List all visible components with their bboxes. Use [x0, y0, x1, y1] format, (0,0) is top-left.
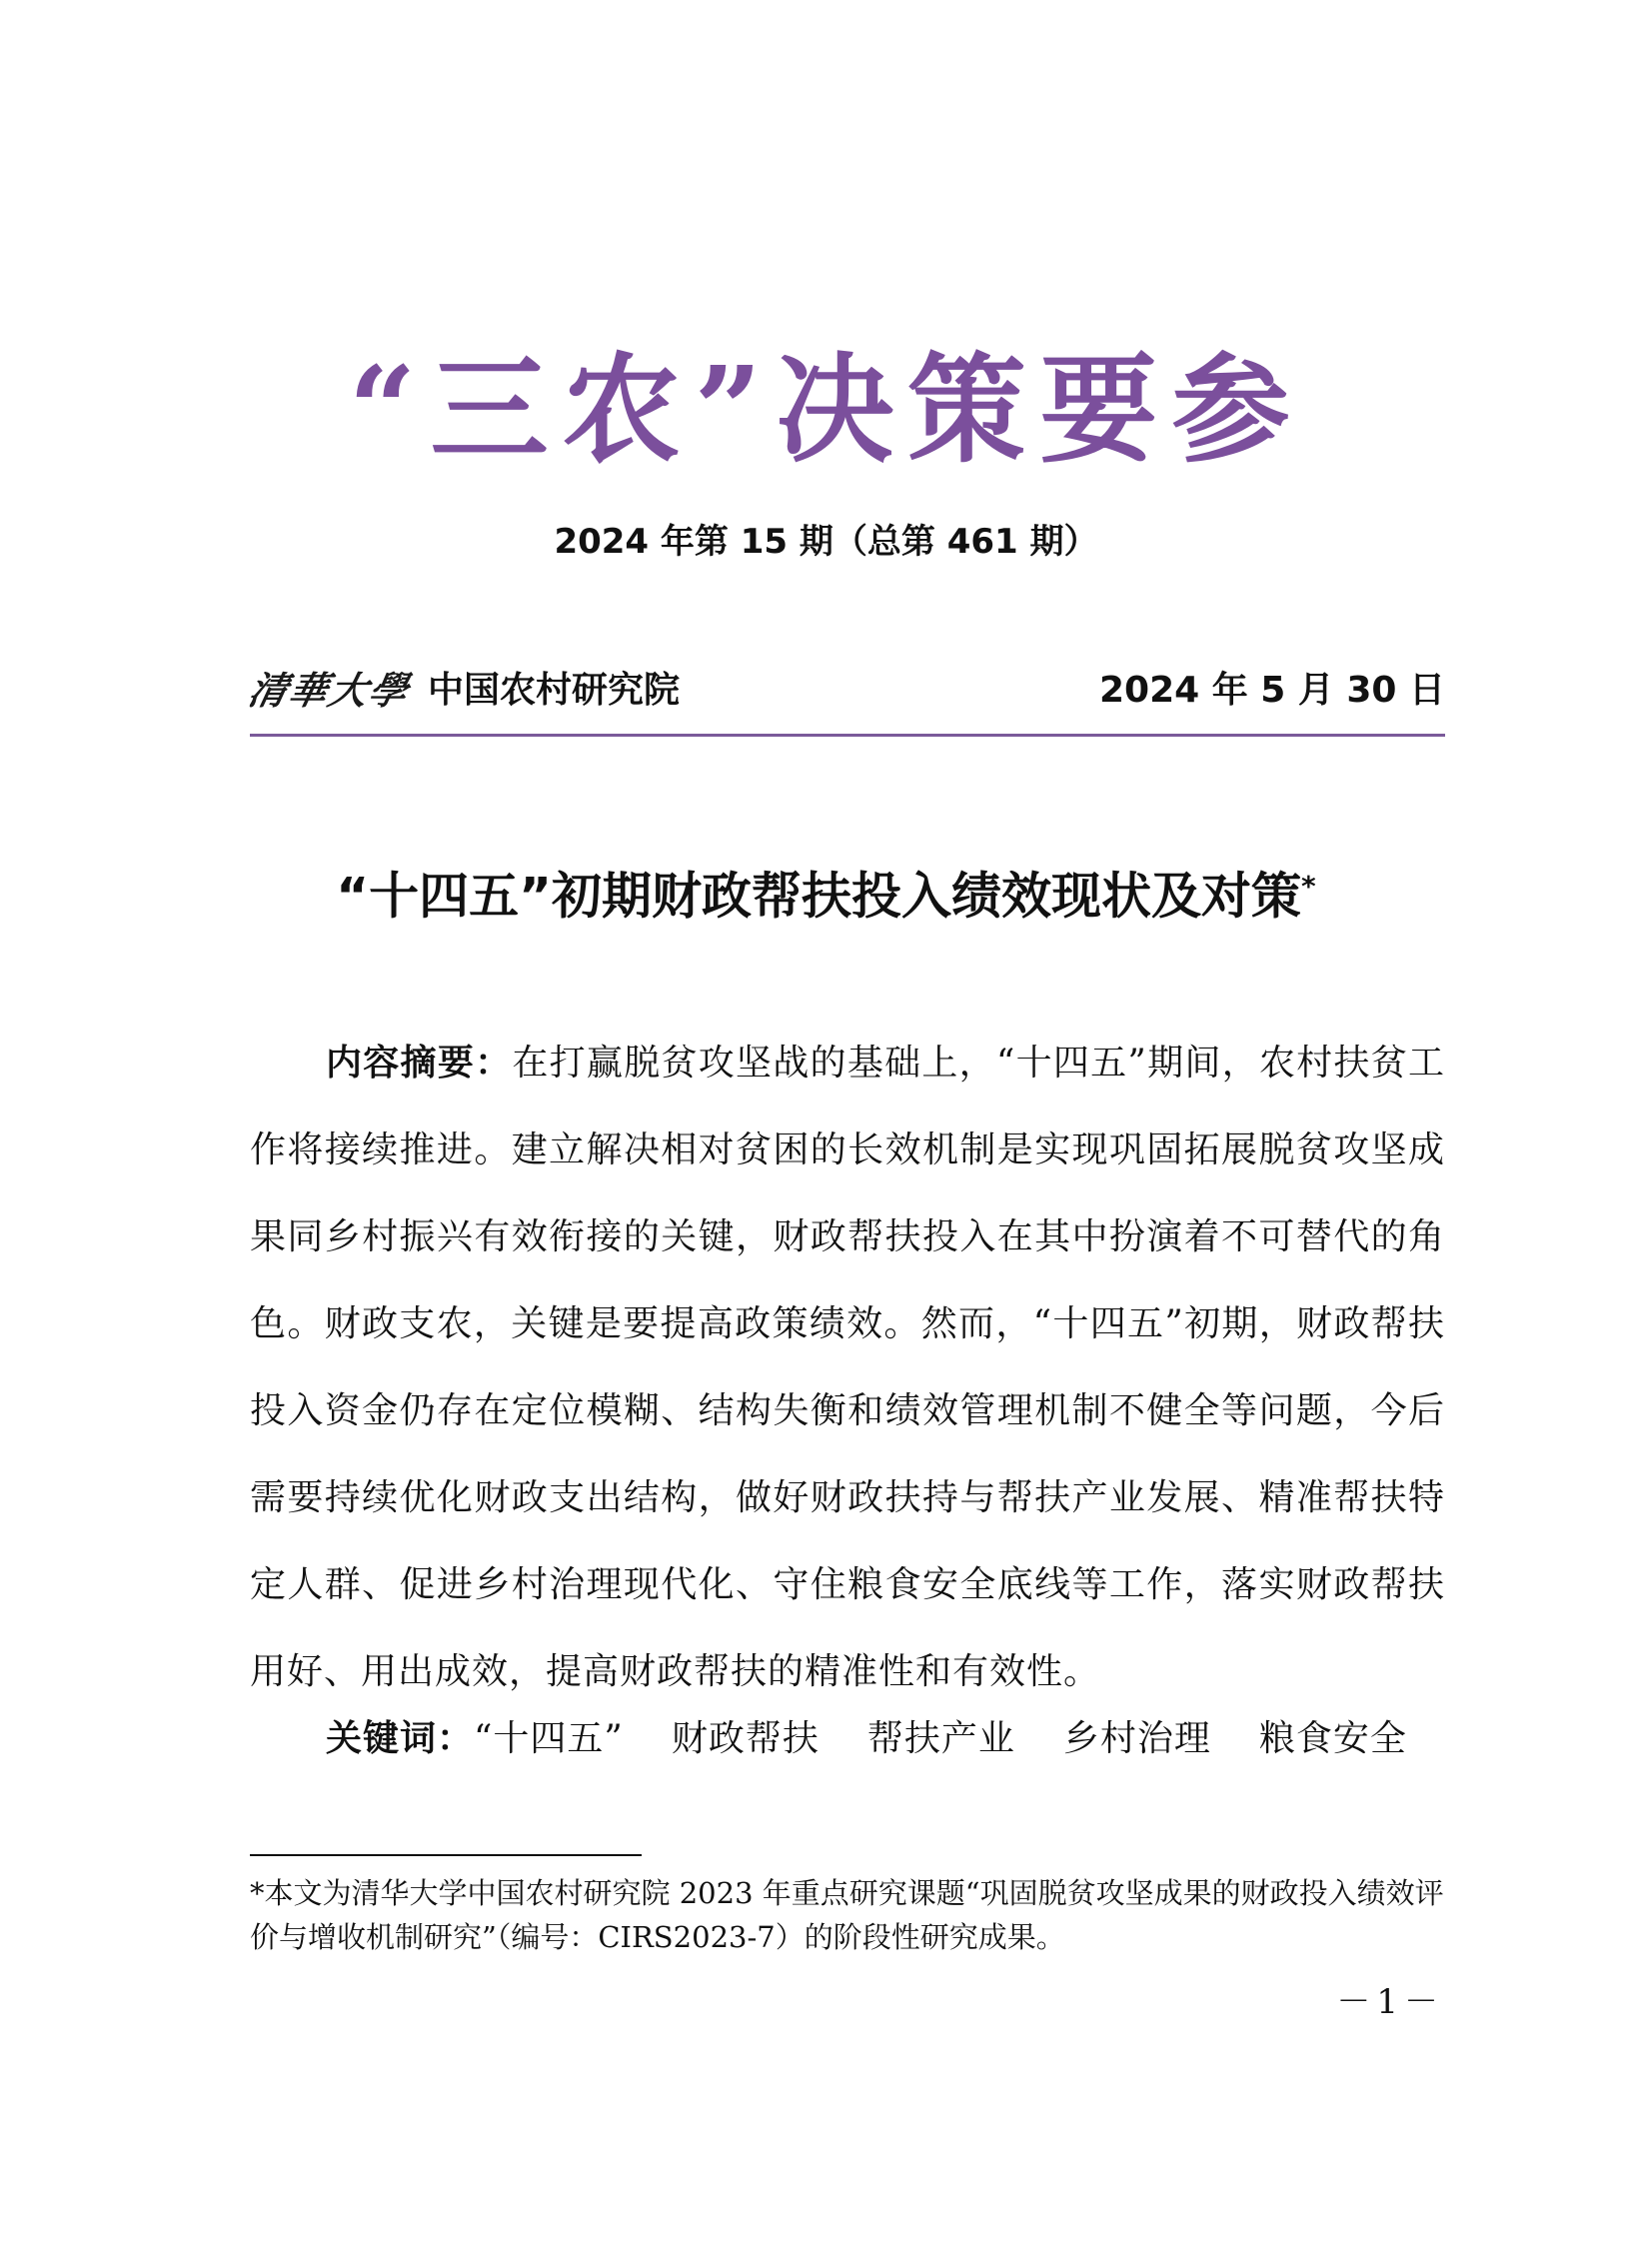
masthead-title: “三农”决策要参	[348, 340, 1304, 479]
article-title-text: “十四五”初期财政帮扶投入绩效现状及对策	[336, 867, 1302, 926]
keywords	[326, 1695, 1445, 1782]
publisher-row	[244, 660, 1445, 714]
publisher	[244, 660, 681, 715]
footnote-divider	[250, 1854, 642, 1856]
university-logo: 清華大學	[244, 667, 415, 713]
keyword-item: 财政帮扶	[671, 1718, 820, 1759]
keyword-item: 帮扶产业	[866, 1718, 1015, 1759]
publication-date: 2024 年 5 月 30 日	[1098, 669, 1445, 711]
page-number: －1－	[1336, 1982, 1444, 2022]
header-divider	[250, 734, 1445, 737]
title-footnote-mark: *	[1301, 870, 1316, 903]
keyword-item: “十四五”	[474, 1718, 624, 1759]
article-title	[0, 855, 1652, 929]
keyword-item: 粮食安全	[1258, 1718, 1407, 1759]
abstract-text: 在打赢脱贫攻坚战的基础上，“十四五”期间，农村扶贫工作将接续推进。建立解决相对贫困的长效机制是实现巩固拓展脱贫攻坚成果同乡村振兴有效衔接的关键，财政帮扶投入在其中扮演着不可替代的角色。财政支农，关键是要提高政策绩效。然而，“十四五”初期，财政帮扶投入资金仍存在定位模糊、结构失衡和绩效管理机制不健全等问题，今后需要持续优化财政支出结构，做好财政扶持与帮扶产业发展、精准帮扶特定人群、促进乡村治理现代化、守住粮食安全底线等工作，落实财政帮扶用好、用出成效，提高财政帮扶的精准性和有效性。	[250, 1043, 1445, 1692]
institute-name: 中国农村研究院	[428, 669, 681, 711]
abstract-label: 内容摘要：	[326, 1043, 513, 1084]
issue-number: 2024 年第 15 期（总第 461 期）	[554, 522, 1098, 562]
footnote: *本文为清华大学中国农村研究院 2023 年重点研究课题“巩固脱贫攻坚成果的财政投入绩效评价与增收机制研究”（编号：CIRS2023-7）的阶段性研究成果。	[250, 1876, 1444, 1954]
abstract	[250, 1020, 1445, 1715]
keywords-label: 关键词：	[326, 1718, 475, 1759]
keyword-item: 乡村治理	[1062, 1718, 1211, 1759]
